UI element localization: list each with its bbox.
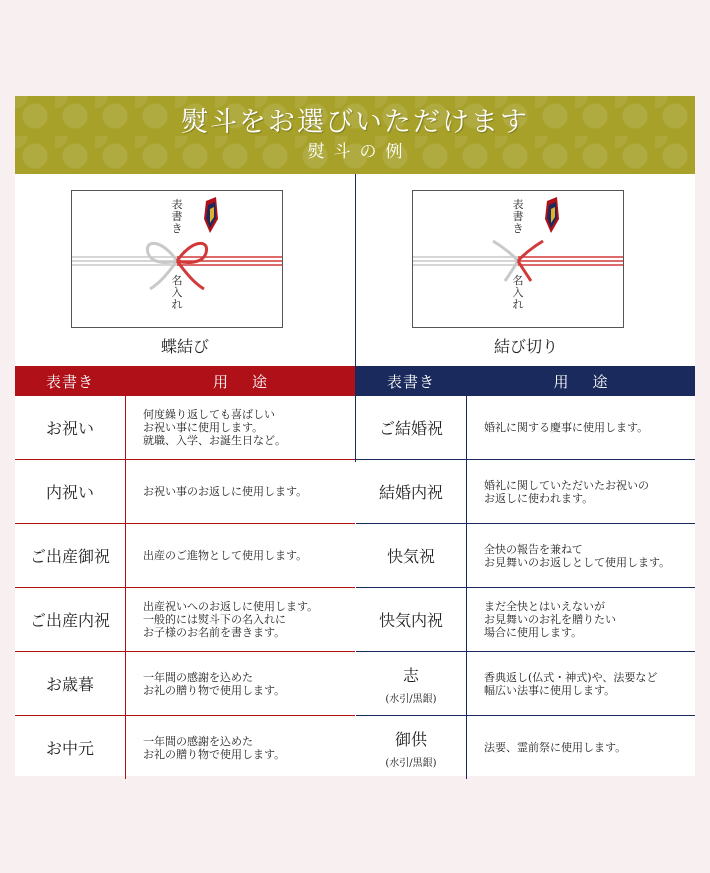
row-name: お祝い: [15, 396, 126, 459]
table-row: [356, 396, 695, 460]
page-title: 熨斗をお選びいただけます: [181, 107, 529, 138]
table-row: [15, 524, 355, 588]
table-musubikiri: [356, 366, 695, 779]
header-youto: 用途: [553, 372, 632, 391]
example-label-musubikiri: 結び切り: [493, 337, 558, 356]
row-use: 香典返し(仏式・神式)や、法要など 幅広い法事に使用します。: [484, 670, 658, 697]
row-use: 婚礼に関していただいたお祝いの お返しに使われます。: [484, 478, 649, 505]
row-name: お中元: [15, 716, 126, 779]
table-header: [15, 366, 355, 396]
row-use: 法要、霊前祭に使用します。: [484, 741, 627, 754]
row-use: お祝い事のお返しに使用します。: [143, 485, 308, 498]
table-row: [15, 588, 355, 652]
header-banner: [15, 96, 695, 174]
table-row: [15, 396, 355, 460]
noshi-card-musubikiri: [412, 190, 624, 328]
row-name: 内祝い: [15, 460, 126, 523]
row-use: 何度繰り返しても喜ばしい お祝い事に使用します。 就職、入学、お誕生日など。: [143, 408, 286, 447]
page-subtitle: 熨斗の例: [307, 142, 412, 162]
row-name: ご出産御祝: [15, 524, 126, 587]
row-use: 婚礼に関する慶事に使用します。: [484, 421, 649, 434]
table-row: [15, 716, 355, 779]
table-chou-musubi: [15, 366, 355, 779]
row-use: 全快の報告を兼ねて お見舞いのお返しとして使用します。: [484, 542, 671, 569]
row-name: 快気内祝: [356, 588, 467, 651]
row-name: 結婚内祝: [356, 460, 467, 523]
example-label-chou-musubi: 蝶結び: [160, 337, 209, 356]
row-use: 一年間の感謝を込めた お礼の贈り物で使用します。: [143, 734, 286, 761]
row-name: ご出産内祝: [15, 588, 126, 651]
noshi-ornament: [204, 197, 218, 233]
header-youto: 用途: [212, 372, 291, 391]
row-name: 快気祝: [356, 524, 467, 587]
noshi-card-chou-musubi: [71, 190, 283, 328]
table-header: [356, 366, 695, 396]
table-row: [356, 524, 695, 588]
table-row: [15, 652, 355, 716]
card-label-omotegaki: 表書き: [512, 198, 524, 235]
card-label-omotegaki: 表書き: [171, 198, 183, 235]
table-row: [15, 460, 355, 524]
card-label-naire: 名入れ: [512, 274, 524, 311]
row-name: お歳暮: [15, 652, 126, 715]
row-name-note: (水引/黒銀): [385, 757, 437, 769]
mizuhiki-right-lines: [518, 257, 623, 265]
noshi-guide: [15, 96, 695, 776]
header-omotegaki: 表書き: [386, 372, 435, 391]
row-name-note: (水引/黒銀): [385, 693, 437, 705]
table-row: [356, 460, 695, 524]
table-row: [356, 716, 695, 779]
row-name: 御供 (水引/黒銀): [356, 716, 467, 779]
noshi-ornament: [545, 197, 559, 233]
row-name: 志 (水引/黒銀): [356, 652, 467, 715]
mizuhiki-left-lines: [413, 257, 518, 265]
row-use: 出産のご進物として使用します。: [143, 549, 308, 562]
card-label-naire: 名入れ: [171, 274, 183, 311]
row-name: ご結婚祝: [356, 396, 467, 459]
row-use: まだ全快とはいえないが お見舞いのお礼を贈りたい 場合に使用します。: [484, 600, 616, 639]
row-use: 一年間の感謝を込めた お礼の贈り物で使用します。: [143, 670, 286, 697]
table-row: [356, 588, 695, 652]
table-row: [356, 652, 695, 716]
row-use: 出産祝いへのお返しに使用します。 一般的には熨斗下の名入れに お子様のお名前を書きます。: [143, 600, 319, 639]
header-omotegaki: 表書き: [45, 372, 94, 391]
